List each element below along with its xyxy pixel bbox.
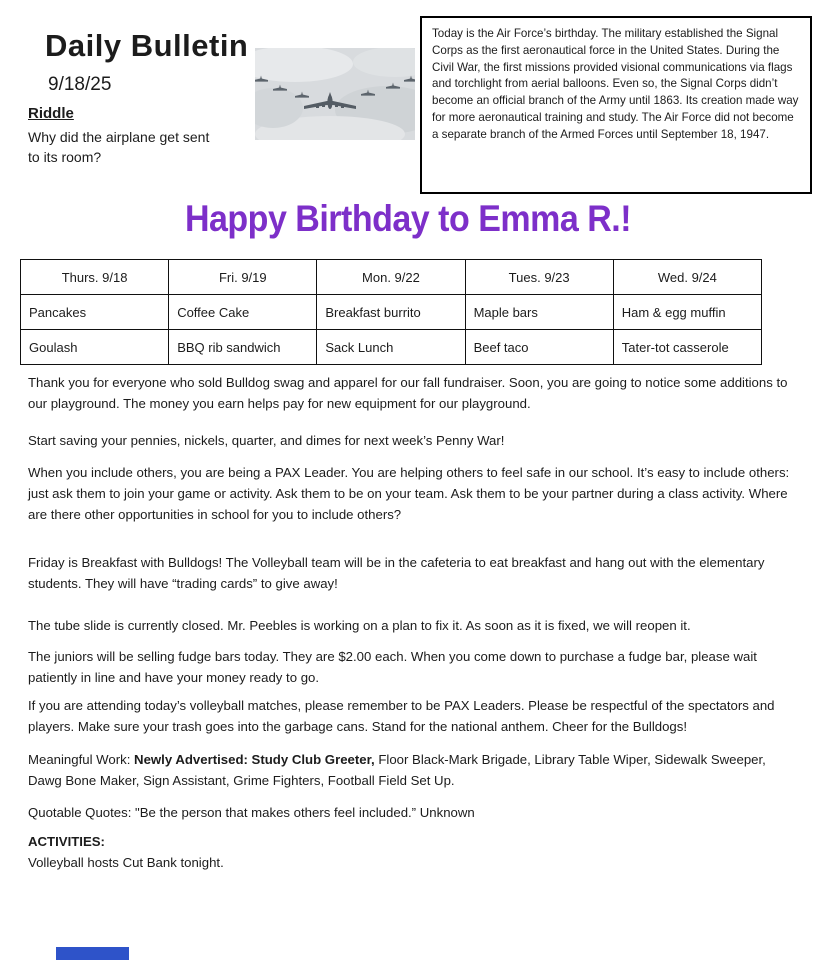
menu-cell: Ham & egg muffin — [613, 295, 761, 330]
announcements-section — [28, 372, 798, 873]
riddle-question-line1: Why did the airplane get sent — [28, 129, 210, 145]
menu-cell: Tater-tot casserole — [613, 330, 761, 365]
meaningful-work-paragraph — [28, 749, 798, 791]
riddle-heading: Riddle — [28, 105, 74, 122]
airplane-formation-photo — [255, 48, 415, 140]
menu-header-cell: Mon. 9/22 — [317, 260, 465, 295]
air-force-history-text: Today is the Air Force’s birthday. The military established the Signal Corps as the first aeronautical force in the United States. During the Civil War, the first missions provided visional communications via flags and torchlight from aerial balloons. Even so, the Signal Corps didn’t become an official branch of the Army until 1863. Its creation made way for more aeronautical training and study. The Air Force did not become a separate branch of the Armed Forces until September 18, 1947. — [432, 27, 799, 141]
menu-header-cell: Wed. 9/24 — [613, 260, 761, 295]
menu-cell: Pancakes — [21, 295, 169, 330]
riddle-question-line2: to its room? — [28, 149, 102, 165]
announcement-paragraph: Friday is Breakfast with Bulldogs! The Volleyball team will be in the cafeteria to eat breakfast and hang out with the elementary students. They will have “trading cards” to give away! — [28, 555, 765, 591]
menu-lunch-row — [21, 330, 762, 365]
cropped-blue-element — [56, 947, 129, 960]
menu-breakfast-row — [21, 295, 762, 330]
air-force-history-box — [420, 16, 812, 194]
announcement-paragraph: Start saving your pennies, nickels, quarter, and dimes for next week’s Penny War! — [28, 433, 505, 448]
menu-cell: Sack Lunch — [317, 330, 465, 365]
menu-cell: Beef taco — [465, 330, 613, 365]
bulletin-date: 9/18/25 — [48, 74, 112, 95]
menu-cell: BBQ rib sandwich — [169, 330, 317, 365]
page-title: Daily Bulletin — [45, 28, 249, 63]
menu-header-cell: Fri. 9/19 — [169, 260, 317, 295]
meaningful-work-jobs: Floor Black-Mark Brigade, Library Table Wiper, Sidewalk Sweeper, Dawg Bone Maker, Sign Assistant, Grime Fighters, Football Field Set Up. — [28, 752, 766, 788]
menu-header-cell: Thurs. 9/18 — [21, 260, 169, 295]
menu-cell: Breakfast burrito — [317, 295, 465, 330]
activities-heading: ACTIVITIES: — [28, 834, 105, 849]
lunch-menu-table — [20, 259, 762, 365]
menu-cell: Coffee Cake — [169, 295, 317, 330]
announcement-paragraph: Thank you for everyone who sold Bulldog swag and apparel for our fall fundraiser. Soon, you are going to notice some additions to our playground. The money you earn helps pay for new equipment for our playground. — [28, 375, 788, 411]
riddle-section — [28, 104, 209, 167]
menu-header-row — [21, 260, 762, 295]
activities-item: Volleyball hosts Cut Bank tonight. — [28, 855, 224, 870]
announcement-paragraph: The tube slide is currently closed. Mr. Peebles is working on a plan to fix it. As soon as it is fixed, we will reopen it. — [28, 618, 691, 633]
announcement-paragraph: If you are attending today’s volleyball matches, please remember to be PAX Leaders. Please be respectful of the spectators and players. Make sure your trash goes into the garbage cans. Stand for the national anthem. Cheer for the Bulldogs! — [28, 698, 775, 734]
birthday-banner: Happy Birthday to Emma R.! — [184, 198, 632, 240]
meaningful-work-label: Meaningful Work: — [28, 752, 135, 767]
meaningful-work-newly-advertised: Newly Advertised: Study Club Greeter, — [134, 752, 375, 767]
quotable-quotes-line: Quotable Quotes: "Be the person that makes others feel included.” Unknown — [28, 805, 475, 820]
announcement-paragraph: The juniors will be selling fudge bars today. They are $2.00 each. When you come down to purchase a fudge bar, please wait patiently in line and have your money ready to go. — [28, 649, 757, 685]
menu-header-cell: Tues. 9/23 — [465, 260, 613, 295]
menu-cell: Maple bars — [465, 295, 613, 330]
menu-cell: Goulash — [21, 330, 169, 365]
airplane-formation-image — [255, 48, 415, 140]
announcement-paragraph: When you include others, you are being a PAX Leader. You are helping others to feel safe in our school. It’s easy to include others: just ask them to join your game or activity. Ask them to be on your team. Ask them to be your partner during a class activity. Where are there other opportunities in school for you to include others? — [28, 465, 790, 522]
